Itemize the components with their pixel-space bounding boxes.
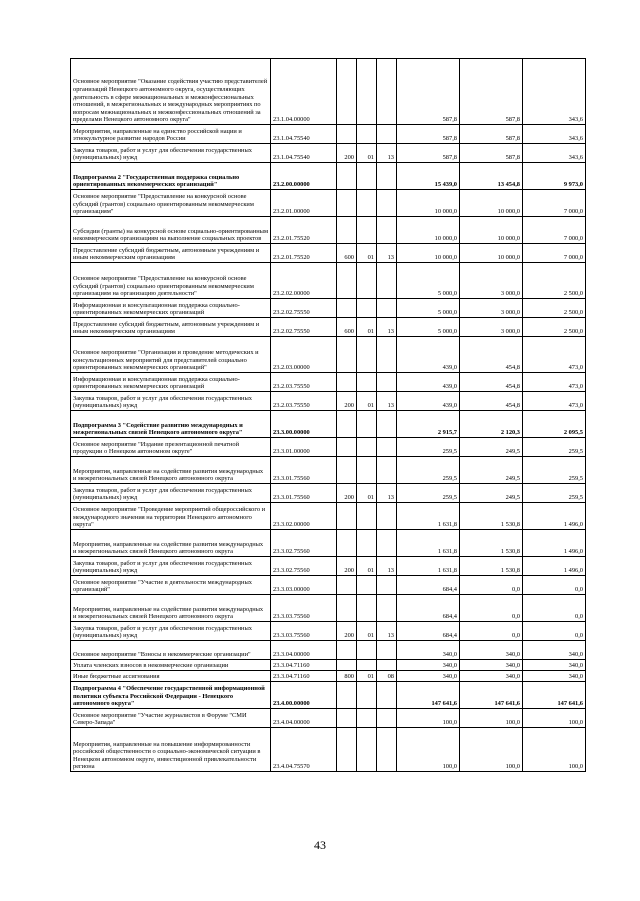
section-code	[357, 125, 377, 144]
table-row	[71, 59, 586, 125]
table-row	[71, 163, 586, 190]
expense-type-code	[337, 125, 357, 144]
row-name: Закупка товаров, работ и услуг для обеспечения государственных (муниципальных) нужд	[71, 484, 271, 503]
amount-year-3: 340,0	[523, 660, 586, 671]
target-article-code: 23.3.01.00000	[271, 438, 337, 457]
amount-year-3: 343,6	[523, 59, 586, 125]
row-name: Подпрограмма 4 "Обеспечение государственной информационной политики субъекта Российской Федерации - Ненецкого автономного округа"	[71, 682, 271, 709]
table-row	[71, 641, 586, 660]
table-row	[71, 530, 586, 557]
row-name: Основное мероприятие "Участие журналистов в Форуме "СМИ Северо-Запада"	[71, 709, 271, 728]
amount-year-1: 439,0	[397, 373, 460, 392]
expense-type-code: 600	[337, 244, 357, 263]
amount-year-3: 9 973,0	[523, 163, 586, 190]
expense-type-code	[337, 457, 357, 484]
target-article-code: 23.3.02.75560	[271, 530, 337, 557]
section-code	[357, 263, 377, 299]
amount-year-1: 1 631,8	[397, 557, 460, 576]
amount-year-2: 100,0	[460, 709, 523, 728]
amount-year-1: 15 439,0	[397, 163, 460, 190]
amount-year-1: 2 915,7	[397, 411, 460, 438]
section-code	[357, 595, 377, 622]
table-row	[71, 190, 586, 217]
section-code: 01	[357, 671, 377, 682]
target-article-code: 23.1.04.00000	[271, 59, 337, 125]
amount-year-1: 684,4	[397, 595, 460, 622]
amount-year-1: 439,0	[397, 392, 460, 411]
amount-year-2: 0,0	[460, 576, 523, 595]
expense-type-code: 200	[337, 392, 357, 411]
amount-year-2: 1 530,8	[460, 503, 523, 530]
table-row	[71, 457, 586, 484]
amount-year-2: 1 530,8	[460, 530, 523, 557]
expense-type-code: 200	[337, 144, 357, 163]
amount-year-3: 259,5	[523, 438, 586, 457]
target-article-code: 23.3.02.00000	[271, 503, 337, 530]
amount-year-3: 343,6	[523, 125, 586, 144]
amount-year-1: 10 000,0	[397, 217, 460, 244]
section-code	[357, 163, 377, 190]
expense-type-code: 200	[337, 622, 357, 641]
subsection-code: 13	[377, 622, 397, 641]
expense-type-code	[337, 263, 357, 299]
amount-year-2: 0,0	[460, 622, 523, 641]
amount-year-3: 100,0	[523, 709, 586, 728]
table-row	[71, 411, 586, 438]
expense-type-code	[337, 411, 357, 438]
expense-type-code	[337, 595, 357, 622]
target-article-code: 23.3.04.71160	[271, 660, 337, 671]
subsection-code	[377, 728, 397, 772]
table-row	[71, 263, 586, 299]
section-code	[357, 641, 377, 660]
section-code: 01	[357, 244, 377, 263]
amount-year-3: 473,0	[523, 337, 586, 373]
amount-year-1: 684,4	[397, 622, 460, 641]
subsection-code	[377, 337, 397, 373]
subsection-code	[377, 59, 397, 125]
amount-year-3: 7 000,0	[523, 190, 586, 217]
subsection-code: 13	[377, 318, 397, 337]
section-code	[357, 217, 377, 244]
amount-year-3: 1 496,0	[523, 530, 586, 557]
section-code	[357, 337, 377, 373]
row-name: Мероприятия, направленные на содействие развития международных и межрегиональных связей Ненецкого автономного округа	[71, 457, 271, 484]
section-code	[357, 576, 377, 595]
row-name: Основное мероприятие "Предоставление на конкурсной основе субсидий (грантов) социально ориентированным некоммерческим организациям на организацию деятельности"	[71, 263, 271, 299]
section-code: 01	[357, 392, 377, 411]
amount-year-2: 454,8	[460, 337, 523, 373]
expense-type-code	[337, 59, 357, 125]
table-row	[71, 373, 586, 392]
section-code: 01	[357, 622, 377, 641]
section-code	[357, 59, 377, 125]
target-article-code: 23.3.03.75560	[271, 622, 337, 641]
amount-year-3: 2 095,5	[523, 411, 586, 438]
row-name: Мероприятия, направленные на повышение информированности российской общественности о социально-экономической ситуации в Ненецком автономном округе, инвестиционной привлекательности региона	[71, 728, 271, 772]
amount-year-2: 340,0	[460, 641, 523, 660]
subsection-code	[377, 217, 397, 244]
row-name: Иные бюджетные ассигнования	[71, 671, 271, 682]
target-article-code: 23.3.04.71160	[271, 671, 337, 682]
row-name: Субсидии (гранты) на конкурсной основе социально-ориентированным некоммерческим организациям на выполнение социальных проектов	[71, 217, 271, 244]
table-row	[71, 484, 586, 503]
expense-type-code	[337, 373, 357, 392]
row-name: Подпрограмма 3 "Содействие развитию международных и межрегиональных связей Ненецкого автономного округа"	[71, 411, 271, 438]
expense-type-code	[337, 530, 357, 557]
subsection-code	[377, 595, 397, 622]
amount-year-2: 10 000,0	[460, 217, 523, 244]
subsection-code	[377, 660, 397, 671]
table-row	[71, 728, 586, 772]
row-name: Предоставление субсидий бюджетным, автономным учреждениям и иным некоммерческим организациям	[71, 244, 271, 263]
expense-type-code: 600	[337, 318, 357, 337]
page-number: 43	[314, 838, 326, 852]
amount-year-2: 2 120,3	[460, 411, 523, 438]
target-article-code: 23.2.02.00000	[271, 263, 337, 299]
expense-type-code	[337, 660, 357, 671]
expense-type-code	[337, 337, 357, 373]
amount-year-3: 2 500,0	[523, 318, 586, 337]
amount-year-2: 100,0	[460, 728, 523, 772]
subsection-code: 13	[377, 557, 397, 576]
amount-year-2: 10 000,0	[460, 244, 523, 263]
section-code	[357, 530, 377, 557]
table-row	[71, 244, 586, 263]
row-name: Закупка товаров, работ и услуг для обеспечения государственных (муниципальных) нужд	[71, 557, 271, 576]
amount-year-1: 10 000,0	[397, 244, 460, 263]
amount-year-1: 100,0	[397, 728, 460, 772]
amount-year-1: 259,5	[397, 438, 460, 457]
amount-year-1: 684,4	[397, 576, 460, 595]
row-name: Основное мероприятие "Издание презентационной печатной продукции о Ненецком автономном округе"	[71, 438, 271, 457]
amount-year-2: 13 454,8	[460, 163, 523, 190]
table-row	[71, 557, 586, 576]
expense-type-code: 200	[337, 557, 357, 576]
amount-year-3: 259,5	[523, 457, 586, 484]
section-code	[357, 373, 377, 392]
amount-year-2: 249,5	[460, 484, 523, 503]
amount-year-3: 7 000,0	[523, 244, 586, 263]
amount-year-2: 587,8	[460, 125, 523, 144]
target-article-code: 23.1.04.75540	[271, 125, 337, 144]
expense-type-code: 200	[337, 484, 357, 503]
subsection-code: 08	[377, 671, 397, 682]
table-row	[71, 144, 586, 163]
expense-type-code	[337, 190, 357, 217]
subsection-code	[377, 299, 397, 318]
row-name: Информационная и консультационная поддержка социально-ориентированных некоммерческих организаций	[71, 299, 271, 318]
subsection-code	[377, 576, 397, 595]
subsection-code	[377, 190, 397, 217]
row-name: Основное мероприятие "Организация и проведение методических и консультационных мероприятий для представителей социально ориентированных некоммерческих организаций"	[71, 337, 271, 373]
amount-year-1: 340,0	[397, 671, 460, 682]
amount-year-2: 3 000,0	[460, 318, 523, 337]
section-code	[357, 709, 377, 728]
budget-table	[70, 58, 586, 772]
row-name: Закупка товаров, работ и услуг для обеспечения государственных (муниципальных) нужд	[71, 392, 271, 411]
target-article-code: 23.2.03.75550	[271, 392, 337, 411]
row-name: Основное мероприятие "Проведение мероприятий общероссийского и международного значения на территории Ненецкого автономного округа"	[71, 503, 271, 530]
table-row	[71, 318, 586, 337]
amount-year-1: 5 000,0	[397, 263, 460, 299]
amount-year-2: 340,0	[460, 660, 523, 671]
expense-type-code	[337, 682, 357, 709]
table-row	[71, 503, 586, 530]
amount-year-1: 340,0	[397, 660, 460, 671]
row-name: Закупка товаров, работ и услуг для обеспечения государственных (муниципальных) нужд	[71, 622, 271, 641]
table-row	[71, 299, 586, 318]
row-name: Уплата членских взносов в некоммерческие организации	[71, 660, 271, 671]
amount-year-1: 100,0	[397, 709, 460, 728]
amount-year-1: 439,0	[397, 337, 460, 373]
amount-year-2: 454,8	[460, 373, 523, 392]
amount-year-3: 100,0	[523, 728, 586, 772]
target-article-code: 23.2.03.00000	[271, 337, 337, 373]
table-row	[71, 660, 586, 671]
section-code	[357, 438, 377, 457]
amount-year-3: 343,6	[523, 144, 586, 163]
expense-type-code	[337, 576, 357, 595]
expense-type-code	[337, 709, 357, 728]
amount-year-1: 587,8	[397, 144, 460, 163]
subsection-code	[377, 438, 397, 457]
amount-year-3: 2 500,0	[523, 299, 586, 318]
amount-year-3: 473,0	[523, 373, 586, 392]
table-body	[71, 59, 586, 772]
amount-year-3: 0,0	[523, 595, 586, 622]
row-name: Основное мероприятие "Оказание содействия участию представителей организаций Ненецкого автономного округа, осуществляющих деятельность в сфере межнациональных и межконфессиональных отношений, в межрегиональных и международных мероприятиях по вопросам межнациональных и межконфессиональных отношений за пределами Ненецкого автономного округа"	[71, 59, 271, 125]
section-code	[357, 660, 377, 671]
table-row	[71, 709, 586, 728]
amount-year-1: 5 000,0	[397, 318, 460, 337]
amount-year-3: 259,5	[523, 484, 586, 503]
table-row	[71, 622, 586, 641]
amount-year-3: 147 641,6	[523, 682, 586, 709]
section-code	[357, 190, 377, 217]
expense-type-code	[337, 217, 357, 244]
table-row	[71, 671, 586, 682]
amount-year-3: 0,0	[523, 622, 586, 641]
section-code	[357, 411, 377, 438]
subsection-code	[377, 125, 397, 144]
row-name: Информационная и консультационная поддержка социально-ориентированных некоммерческих организаций	[71, 373, 271, 392]
row-name: Основное мероприятие "Участие в деятельности международных организаций"	[71, 576, 271, 595]
section-code	[357, 503, 377, 530]
amount-year-1: 587,8	[397, 59, 460, 125]
subsection-code	[377, 411, 397, 438]
row-name: Мероприятия, направленные на содействие развития международных и межрегиональных связей Ненецкого автономного округа	[71, 595, 271, 622]
target-article-code: 23.1.04.75540	[271, 144, 337, 163]
amount-year-3: 2 500,0	[523, 263, 586, 299]
target-article-code: 23.3.00.00000	[271, 411, 337, 438]
table-row	[71, 682, 586, 709]
amount-year-1: 587,8	[397, 125, 460, 144]
row-name: Мероприятия, направленные на единство российской нации и этнокультурное развитие народов России	[71, 125, 271, 144]
amount-year-3: 340,0	[523, 671, 586, 682]
amount-year-2: 0,0	[460, 595, 523, 622]
section-code	[357, 457, 377, 484]
subsection-code	[377, 682, 397, 709]
amount-year-3: 473,0	[523, 392, 586, 411]
target-article-code: 23.3.03.00000	[271, 576, 337, 595]
section-code: 01	[357, 557, 377, 576]
amount-year-3: 1 496,0	[523, 557, 586, 576]
row-name: Закупка товаров, работ и услуг для обеспечения государственных (муниципальных) нужд	[71, 144, 271, 163]
target-article-code: 23.2.00.00000	[271, 163, 337, 190]
amount-year-2: 587,8	[460, 144, 523, 163]
amount-year-1: 340,0	[397, 641, 460, 660]
amount-year-2: 587,8	[460, 59, 523, 125]
amount-year-1: 259,5	[397, 484, 460, 503]
subsection-code	[377, 503, 397, 530]
target-article-code: 23.3.02.75560	[271, 557, 337, 576]
target-article-code: 23.3.01.75560	[271, 484, 337, 503]
table-row	[71, 595, 586, 622]
subsection-code	[377, 530, 397, 557]
amount-year-3: 7 000,0	[523, 217, 586, 244]
section-code: 01	[357, 484, 377, 503]
table-row	[71, 576, 586, 595]
table-row	[71, 125, 586, 144]
amount-year-2: 3 000,0	[460, 263, 523, 299]
subsection-code	[377, 641, 397, 660]
subsection-code: 13	[377, 144, 397, 163]
section-code: 01	[357, 318, 377, 337]
expense-type-code	[337, 728, 357, 772]
subsection-code: 13	[377, 392, 397, 411]
table-row	[71, 438, 586, 457]
target-article-code: 23.2.02.75550	[271, 299, 337, 318]
subsection-code: 13	[377, 484, 397, 503]
row-name: Основное мероприятие "Взносы в некоммерческие организации"	[71, 641, 271, 660]
target-article-code: 23.4.04.75570	[271, 728, 337, 772]
target-article-code: 23.3.01.75560	[271, 457, 337, 484]
row-name: Основное мероприятие "Предоставление на конкурсной основе субсидий (грантов) социально ориентированным некоммерческим организациям"	[71, 190, 271, 217]
target-article-code: 23.2.01.75520	[271, 217, 337, 244]
section-code: 01	[357, 144, 377, 163]
amount-year-2: 454,8	[460, 392, 523, 411]
amount-year-1: 259,5	[397, 457, 460, 484]
target-article-code: 23.3.04.00000	[271, 641, 337, 660]
amount-year-3: 0,0	[523, 576, 586, 595]
amount-year-2: 3 000,0	[460, 299, 523, 318]
target-article-code: 23.3.03.75560	[271, 595, 337, 622]
row-name: Подпрограмма 2 "Государственная поддержка социально ориентированных некоммерческих организаций"	[71, 163, 271, 190]
amount-year-2: 1 530,8	[460, 557, 523, 576]
amount-year-2: 340,0	[460, 671, 523, 682]
amount-year-2: 249,5	[460, 438, 523, 457]
amount-year-3: 340,0	[523, 641, 586, 660]
amount-year-1: 1 631,8	[397, 503, 460, 530]
target-article-code: 23.2.01.75520	[271, 244, 337, 263]
target-article-code: 23.2.01.00000	[271, 190, 337, 217]
amount-year-1: 5 000,0	[397, 299, 460, 318]
target-article-code: 23.2.02.75550	[271, 318, 337, 337]
table-row	[71, 392, 586, 411]
subsection-code	[377, 709, 397, 728]
row-name: Предоставление субсидий бюджетным, автономным учреждениям и иным некоммерческим организациям	[71, 318, 271, 337]
target-article-code: 23.4.00.00000	[271, 682, 337, 709]
amount-year-1: 147 641,6	[397, 682, 460, 709]
amount-year-2: 249,5	[460, 457, 523, 484]
expense-type-code: 800	[337, 671, 357, 682]
subsection-code	[377, 163, 397, 190]
target-article-code: 23.2.03.75550	[271, 373, 337, 392]
amount-year-3: 1 496,0	[523, 503, 586, 530]
table-row	[71, 337, 586, 373]
amount-year-2: 10 000,0	[460, 190, 523, 217]
subsection-code: 13	[377, 244, 397, 263]
section-code	[357, 299, 377, 318]
target-article-code: 23.4.04.00000	[271, 709, 337, 728]
amount-year-1: 10 000,0	[397, 190, 460, 217]
expense-type-code	[337, 163, 357, 190]
section-code	[357, 728, 377, 772]
expense-type-code	[337, 641, 357, 660]
amount-year-1: 1 631,8	[397, 530, 460, 557]
expense-type-code	[337, 438, 357, 457]
table-row	[71, 217, 586, 244]
expense-type-code	[337, 503, 357, 530]
subsection-code	[377, 457, 397, 484]
section-code	[357, 682, 377, 709]
row-name: Мероприятия, направленные на содействие развития международных и межрегиональных связей Ненецкого автономного округа	[71, 530, 271, 557]
expense-type-code	[337, 299, 357, 318]
amount-year-2: 147 641,6	[460, 682, 523, 709]
subsection-code	[377, 373, 397, 392]
subsection-code	[377, 263, 397, 299]
